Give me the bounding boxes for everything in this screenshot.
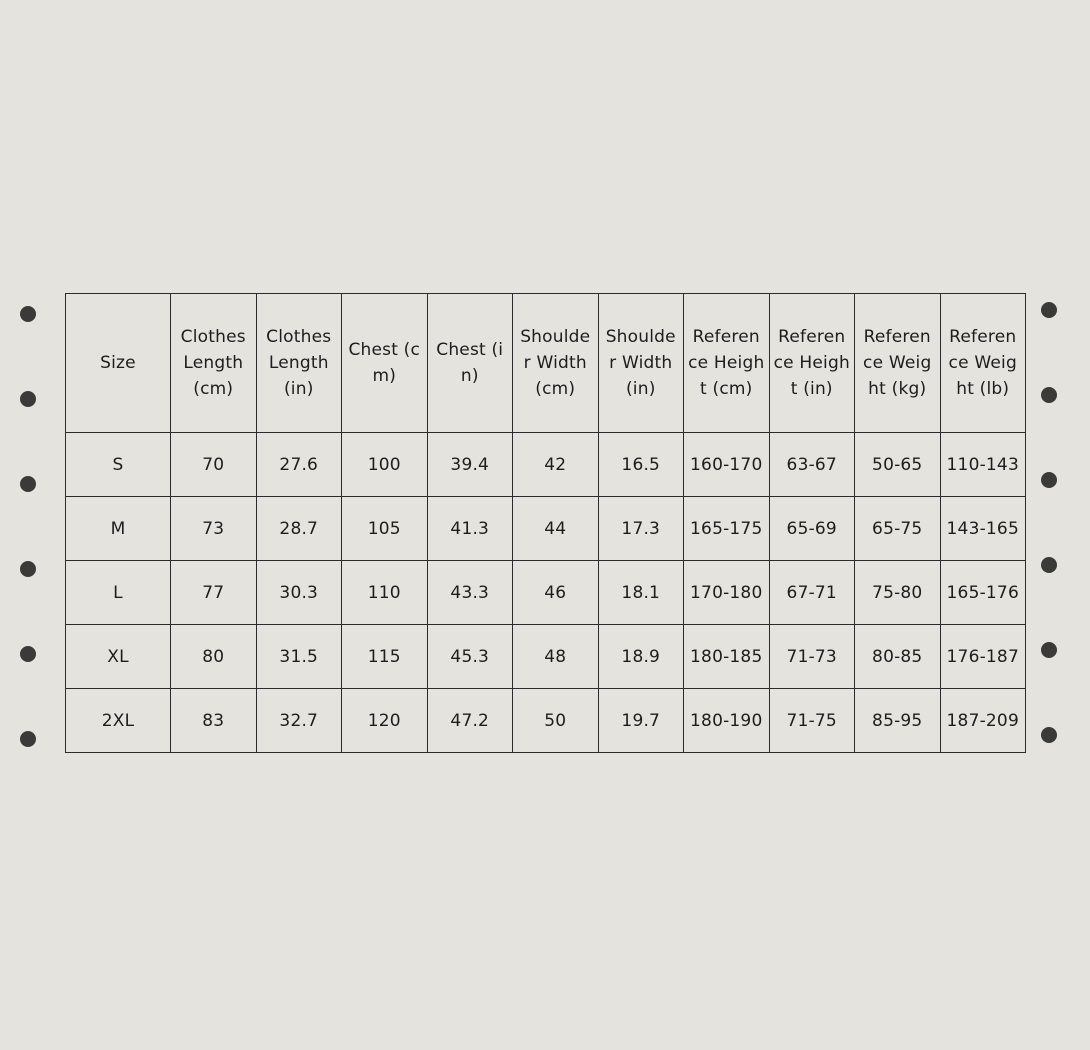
cell-clothes-length-in: 28.7: [256, 497, 342, 561]
decorative-dot-right-5: [1041, 642, 1057, 658]
cell-shoulder-width-in: 16.5: [598, 433, 684, 497]
cell-chest-cm: 105: [342, 497, 428, 561]
decorative-dot-left-1: [20, 306, 36, 322]
decorative-dot-right-1: [1041, 302, 1057, 318]
header-size: Size: [66, 294, 171, 433]
header-reference-height-in: Reference Height (in): [769, 294, 855, 433]
cell-reference-weight-kg: 75-80: [855, 561, 941, 625]
cell-reference-height-cm: 180-190: [684, 689, 770, 753]
cell-size: 2XL: [66, 689, 171, 753]
cell-chest-in: 41.3: [427, 497, 513, 561]
cell-reference-height-in: 67-71: [769, 561, 855, 625]
header-reference-weight-kg: Reference Weight (kg): [855, 294, 941, 433]
cell-reference-weight-kg: 50-65: [855, 433, 941, 497]
cell-size: L: [66, 561, 171, 625]
cell-reference-height-in: 65-69: [769, 497, 855, 561]
cell-clothes-length-cm: 73: [171, 497, 257, 561]
cell-size: XL: [66, 625, 171, 689]
cell-chest-cm: 120: [342, 689, 428, 753]
cell-reference-height-cm: 170-180: [684, 561, 770, 625]
cell-reference-weight-lb: 176-187: [940, 625, 1026, 689]
table-row: [66, 625, 1026, 689]
decorative-dot-left-6: [20, 731, 36, 747]
cell-reference-weight-lb: 143-165: [940, 497, 1026, 561]
cell-chest-in: 43.3: [427, 561, 513, 625]
cell-clothes-length-cm: 77: [171, 561, 257, 625]
header-shoulder-width-in: Shoulder Width (in): [598, 294, 684, 433]
cell-reference-height-cm: 165-175: [684, 497, 770, 561]
cell-chest-cm: 115: [342, 625, 428, 689]
cell-chest-cm: 100: [342, 433, 428, 497]
decorative-dot-left-5: [20, 646, 36, 662]
header-chest-cm: Chest (cm): [342, 294, 428, 433]
header-chest-in: Chest (in): [427, 294, 513, 433]
cell-reference-height-in: 71-73: [769, 625, 855, 689]
cell-size: M: [66, 497, 171, 561]
cell-reference-height-cm: 160-170: [684, 433, 770, 497]
decorative-dot-left-2: [20, 391, 36, 407]
cell-clothes-length-in: 27.6: [256, 433, 342, 497]
cell-shoulder-width-cm: 50: [513, 689, 599, 753]
cell-reference-height-cm: 180-185: [684, 625, 770, 689]
cell-shoulder-width-cm: 42: [513, 433, 599, 497]
decorative-dot-right-6: [1041, 727, 1057, 743]
cell-reference-height-in: 63-67: [769, 433, 855, 497]
cell-reference-weight-kg: 80-85: [855, 625, 941, 689]
cell-reference-weight-lb: 110-143: [940, 433, 1026, 497]
header-clothes-length-cm: Clothes Length (cm): [171, 294, 257, 433]
header-reference-height-cm: Reference Height (cm): [684, 294, 770, 433]
header-reference-weight-lb: Reference Weight (lb): [940, 294, 1026, 433]
table-header-row: [66, 294, 1026, 433]
decorative-dot-left-3: [20, 476, 36, 492]
decorative-dot-right-3: [1041, 472, 1057, 488]
cell-shoulder-width-cm: 48: [513, 625, 599, 689]
cell-reference-weight-lb: 187-209: [940, 689, 1026, 753]
cell-shoulder-width-in: 17.3: [598, 497, 684, 561]
cell-shoulder-width-in: 18.9: [598, 625, 684, 689]
cell-clothes-length-cm: 70: [171, 433, 257, 497]
cell-chest-in: 39.4: [427, 433, 513, 497]
cell-clothes-length-in: 31.5: [256, 625, 342, 689]
cell-chest-in: 47.2: [427, 689, 513, 753]
cell-chest-in: 45.3: [427, 625, 513, 689]
cell-shoulder-width-in: 18.1: [598, 561, 684, 625]
cell-shoulder-width-cm: 44: [513, 497, 599, 561]
cell-clothes-length-cm: 80: [171, 625, 257, 689]
cell-clothes-length-in: 32.7: [256, 689, 342, 753]
cell-clothes-length-in: 30.3: [256, 561, 342, 625]
size-chart-table: [65, 293, 1026, 753]
table-row: [66, 497, 1026, 561]
decorative-dot-left-4: [20, 561, 36, 577]
cell-reference-weight-kg: 65-75: [855, 497, 941, 561]
cell-reference-weight-lb: 165-176: [940, 561, 1026, 625]
cell-clothes-length-cm: 83: [171, 689, 257, 753]
cell-reference-height-in: 71-75: [769, 689, 855, 753]
decorative-dot-right-4: [1041, 557, 1057, 573]
header-clothes-length-in: Clothes Length (in): [256, 294, 342, 433]
header-shoulder-width-cm: Shoulder Width (cm): [513, 294, 599, 433]
decorative-dot-right-2: [1041, 387, 1057, 403]
cell-shoulder-width-cm: 46: [513, 561, 599, 625]
table-row: [66, 561, 1026, 625]
table-row: [66, 689, 1026, 753]
table-row: [66, 433, 1026, 497]
size-chart: [65, 293, 1025, 753]
cell-shoulder-width-in: 19.7: [598, 689, 684, 753]
cell-reference-weight-kg: 85-95: [855, 689, 941, 753]
cell-size: S: [66, 433, 171, 497]
cell-chest-cm: 110: [342, 561, 428, 625]
